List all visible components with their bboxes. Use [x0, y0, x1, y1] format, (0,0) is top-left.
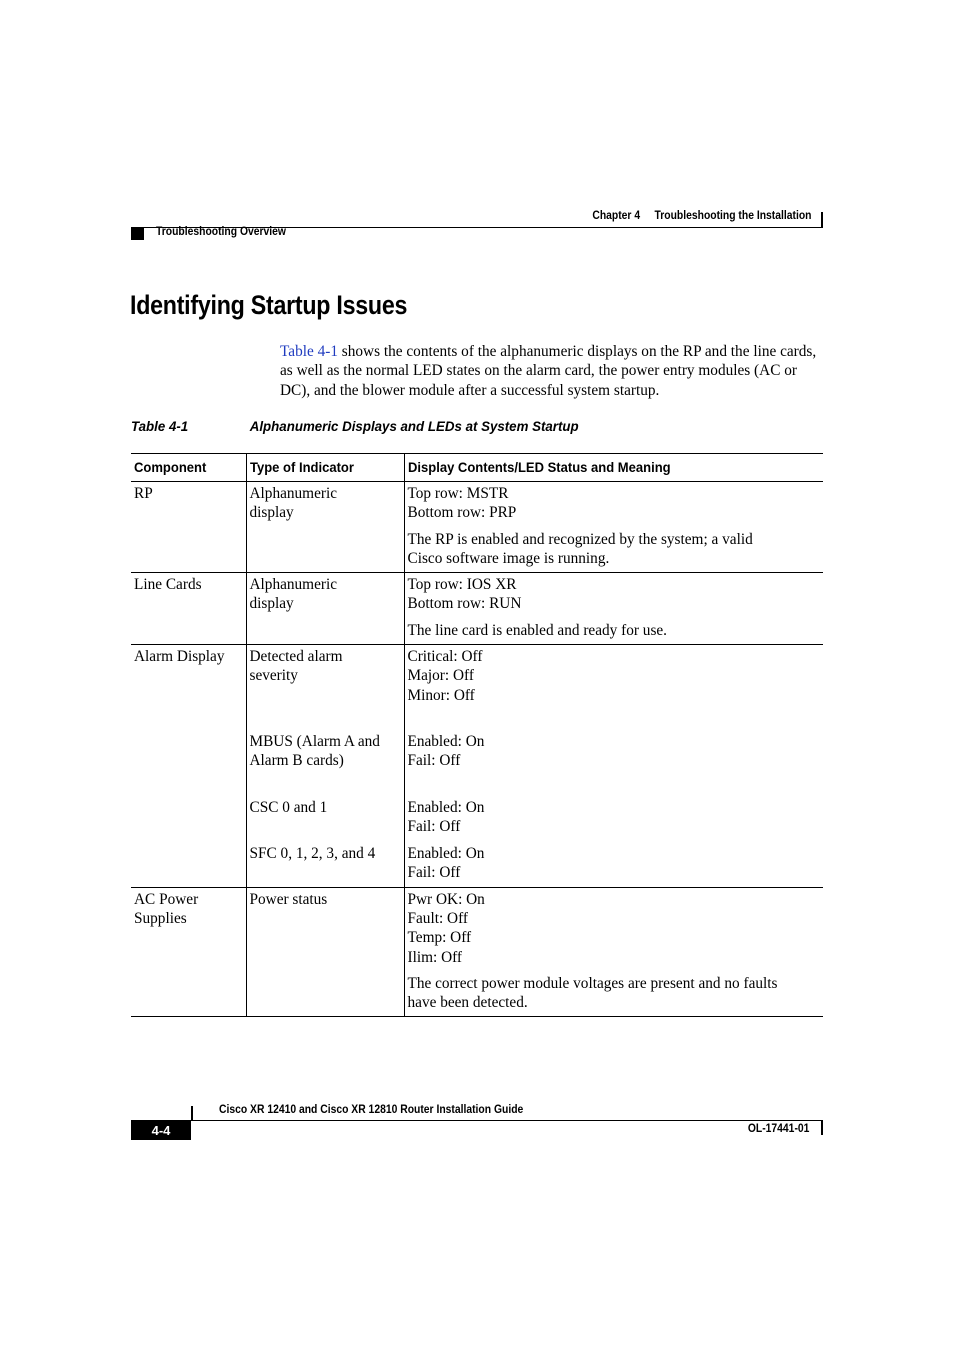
column-header-component: Component [131, 454, 246, 482]
footer-right-tick [821, 1121, 823, 1135]
running-header-chapter [592, 210, 811, 222]
table-caption [131, 418, 579, 434]
cell-type: Power status [246, 887, 404, 1017]
table-row-rp [131, 482, 823, 573]
table-row-alarm-display [131, 645, 823, 888]
table-cross-reference-link[interactable]: Table 4-1 [280, 343, 338, 360]
cell-status: Critical: Off Major: Off Minor: Off Enabled: On Fail: Off Enabled: On Fail: Off Enabled: On Fail: Off [404, 645, 823, 888]
cell-component: RP [131, 482, 246, 573]
page-number-badge: 4-4 [131, 1121, 191, 1140]
cell-status: Top row: IOS XR Bottom row: RUN The line card is enabled and ready for use. [404, 573, 823, 645]
cell-type: Detected alarm severity MBUS (Alarm A and Alarm B cards) CSC 0 and 1 SFC 0, 1, 2, 3, and 4 [246, 645, 404, 888]
header-tick-mark [821, 212, 823, 228]
cell-status: Top row: MSTR Bottom row: PRP The RP is enabled and recognized by the system; a valid Cisco software image is running. [404, 482, 823, 573]
footer-doc-number: OL-17441-01 [747, 1123, 809, 1135]
chapter-title: Troubleshooting the Installation [654, 210, 811, 222]
intro-paragraph [280, 342, 825, 400]
table-row-line-cards [131, 573, 823, 645]
page-title: Identifying Startup Issues [130, 290, 408, 320]
header-square-marker [131, 228, 144, 240]
column-header-type-of-indicator: Type of Indicator [246, 454, 404, 482]
table-number: Table 4-1 [131, 418, 189, 434]
startup-indicators-table [131, 453, 823, 1017]
footer-rule [131, 1120, 823, 1121]
cell-status: Pwr OK: On Fault: Off Temp: Off Ilim: Off The correct power module voltages are present and no faults have been detected. [404, 887, 823, 1017]
footer-tick-mark [191, 1106, 193, 1121]
table-caption-text: Alphanumeric Displays and LEDs at System Startup [249, 418, 579, 434]
intro-text: shows the contents of the alphanumeric displays on the RP and the line cards, as well as the normal LED states on the alarm card, the power entry modules (AC or DC), and the blower module after a successful system startup. [280, 343, 817, 399]
column-header-display-contents: Display Contents/LED Status and Meaning [404, 454, 823, 482]
chapter-label: Chapter 4 [591, 210, 640, 222]
table-row-ac-power-supplies [131, 887, 823, 1017]
cell-component: AC Power Supplies [131, 887, 246, 1017]
table-header-row [131, 454, 823, 482]
footer-guide-title: Cisco XR 12410 and Cisco XR 12810 Router Installation Guide [219, 1104, 524, 1116]
cell-type: Alphanumeric display [246, 482, 404, 573]
running-header-section: Troubleshooting Overview [156, 226, 286, 238]
cell-component: Line Cards [131, 573, 246, 645]
cell-component: Alarm Display [131, 645, 246, 888]
cell-type: Alphanumeric display [246, 573, 404, 645]
